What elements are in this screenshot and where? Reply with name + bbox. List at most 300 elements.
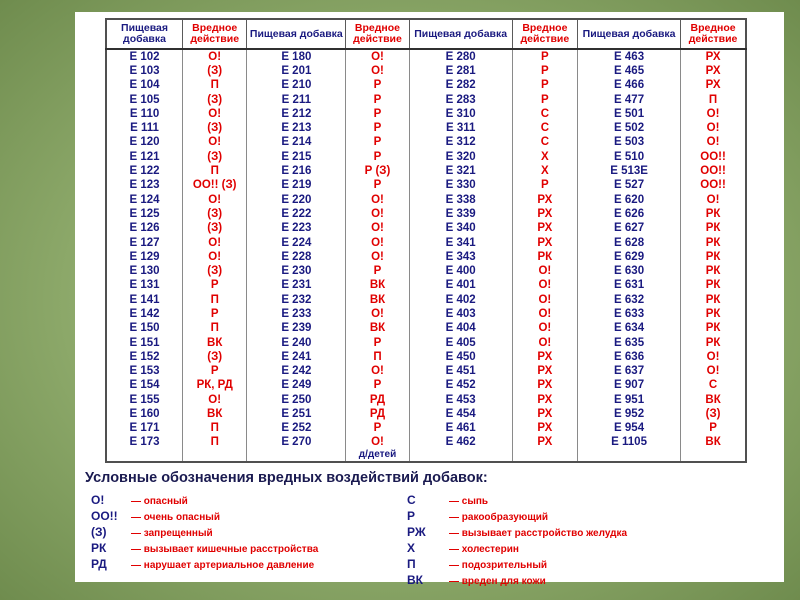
additive-code-cell: Е 223 bbox=[247, 222, 346, 236]
additive-code-cell: Е 228 bbox=[247, 250, 346, 264]
table-row bbox=[106, 322, 746, 336]
table-row bbox=[106, 136, 746, 150]
harm-cell: РХ bbox=[512, 236, 577, 250]
harm-cell: Х bbox=[512, 150, 577, 164]
harm-value: О! bbox=[371, 436, 384, 449]
additive-code-cell: Е 461 bbox=[409, 422, 512, 436]
harm-cell: П bbox=[183, 293, 247, 307]
additive-code-cell: Е 311 bbox=[409, 121, 512, 135]
additive-code-cell: Е 242 bbox=[247, 365, 346, 379]
additive-code-cell: Е 502 bbox=[578, 121, 681, 135]
additive-code-cell: Е 152 bbox=[106, 350, 183, 364]
additive-code-cell: Е 453 bbox=[409, 393, 512, 407]
additive-code-cell: Е 340 bbox=[409, 222, 512, 236]
additive-code-cell: Е 173 bbox=[106, 436, 183, 462]
harm-cell: (З) bbox=[183, 350, 247, 364]
harm-cell: РХ bbox=[512, 222, 577, 236]
legend-title: Условные обозначения вредных воздействий добавок: bbox=[85, 470, 488, 486]
additive-code-cell: Е 216 bbox=[247, 164, 346, 178]
additive-code-cell: Е 310 bbox=[409, 107, 512, 121]
additive-code-cell: Е 339 bbox=[409, 207, 512, 221]
table-row bbox=[106, 222, 746, 236]
additive-code-cell: Е 240 bbox=[247, 336, 346, 350]
additive-code-cell: Е 1105 bbox=[578, 436, 681, 462]
harm-cell: О! bbox=[512, 336, 577, 350]
harm-cell: П bbox=[183, 79, 247, 93]
additive-code-cell: Е 231 bbox=[247, 279, 346, 293]
harm-cell: (З) bbox=[183, 64, 247, 78]
harm-cell: О! bbox=[183, 107, 247, 121]
additive-code-cell: Е 626 bbox=[578, 207, 681, 221]
harm-cell: Р bbox=[681, 422, 746, 436]
harm-cell: ВК bbox=[346, 279, 409, 293]
additive-code-cell: Е 120 bbox=[106, 136, 183, 150]
additive-code-cell: Е 627 bbox=[578, 222, 681, 236]
legend-description: — подозрительный bbox=[449, 560, 548, 571]
table-row bbox=[106, 49, 746, 64]
harm-cell: (З) bbox=[183, 121, 247, 135]
additive-code-cell: Е 211 bbox=[247, 93, 346, 107]
additive-code-cell: Е 628 bbox=[578, 236, 681, 250]
harm-cell: РХ bbox=[512, 207, 577, 221]
additive-code-cell: Е 130 bbox=[106, 264, 183, 278]
harm-cell: П bbox=[183, 164, 247, 178]
additive-code-cell: Е 121 bbox=[106, 150, 183, 164]
harm-cell: Р bbox=[346, 79, 409, 93]
legend-code: ОО!! bbox=[91, 509, 118, 523]
harm-cell: О! bbox=[512, 279, 577, 293]
harm-cell: Р bbox=[346, 121, 409, 135]
harm-cell: Р bbox=[346, 136, 409, 150]
additive-code-cell: Е 103 bbox=[106, 64, 183, 78]
harm-cell: О! bbox=[183, 393, 247, 407]
harm-cell: ВК bbox=[183, 407, 247, 421]
additive-code-cell: Е 280 bbox=[409, 49, 512, 64]
harm-cell: (З) bbox=[681, 407, 746, 421]
harm-cell: Р bbox=[183, 279, 247, 293]
additive-code-cell: Е 450 bbox=[409, 350, 512, 364]
table-row bbox=[106, 179, 746, 193]
harm-cell: РХ bbox=[512, 379, 577, 393]
legend-code: РД bbox=[91, 557, 107, 571]
additive-code-cell: Е 219 bbox=[247, 179, 346, 193]
legend-description: — нарушает артериальное давление bbox=[131, 560, 315, 571]
additive-code-cell: Е 155 bbox=[106, 393, 183, 407]
legend-item bbox=[407, 492, 627, 508]
harm-cell: Р bbox=[346, 107, 409, 121]
harm-cell: РХ bbox=[681, 79, 746, 93]
harm-cell: П bbox=[346, 350, 409, 364]
harm-cell: Р bbox=[346, 336, 409, 350]
harm-cell: О! bbox=[512, 322, 577, 336]
additive-code-cell: Е 330 bbox=[409, 179, 512, 193]
harm-cell: РК bbox=[681, 279, 746, 293]
header-additive-4: Пищевая добавка bbox=[578, 19, 681, 49]
harm-cell: С bbox=[512, 121, 577, 135]
additive-code-cell: Е 343 bbox=[409, 250, 512, 264]
table-row bbox=[106, 264, 746, 278]
legend-left-column bbox=[91, 492, 318, 572]
harm-cell: П bbox=[183, 322, 247, 336]
table-row bbox=[106, 93, 746, 107]
additive-code-cell: Е 222 bbox=[247, 207, 346, 221]
additive-code-cell: Е 952 bbox=[578, 407, 681, 421]
table-row bbox=[106, 407, 746, 421]
table-row bbox=[106, 79, 746, 93]
table-row bbox=[106, 64, 746, 78]
harm-cell: О! bbox=[346, 64, 409, 78]
additive-code-cell: Е 501 bbox=[578, 107, 681, 121]
additive-code-cell: Е 635 bbox=[578, 336, 681, 350]
harm-cell: РХ bbox=[512, 350, 577, 364]
harm-cell: РХ bbox=[512, 365, 577, 379]
table-row bbox=[106, 307, 746, 321]
harm-cell: Р bbox=[346, 150, 409, 164]
additive-code-cell: Е 907 bbox=[578, 379, 681, 393]
additive-code-cell: Е 527 bbox=[578, 179, 681, 193]
harm-cell: Р bbox=[512, 64, 577, 78]
additive-code-cell: Е 404 bbox=[409, 322, 512, 336]
additive-code-cell: Е 405 bbox=[409, 336, 512, 350]
additive-code-cell: Е 239 bbox=[247, 322, 346, 336]
table-row bbox=[106, 107, 746, 121]
additive-code-cell: Е 634 bbox=[578, 322, 681, 336]
additive-code-cell: Е 320 bbox=[409, 150, 512, 164]
harm-cell: С bbox=[512, 136, 577, 150]
harm-cell: РК bbox=[681, 293, 746, 307]
harm-cell: (З) bbox=[183, 207, 247, 221]
legend-description: — вызывает расстройство желудка bbox=[449, 528, 628, 539]
additive-code-cell: Е 153 bbox=[106, 365, 183, 379]
additive-code-cell: Е 220 bbox=[247, 193, 346, 207]
additive-code-cell: Е 126 bbox=[106, 222, 183, 236]
harm-cell: РК bbox=[681, 322, 746, 336]
table-row bbox=[106, 193, 746, 207]
additive-code-cell: Е 215 bbox=[247, 150, 346, 164]
additive-code-cell: Е 210 bbox=[247, 79, 346, 93]
harm-cell: (З) bbox=[183, 150, 247, 164]
table-row bbox=[106, 393, 746, 407]
harm-cell: РХ bbox=[512, 393, 577, 407]
additive-code-cell: Е 629 bbox=[578, 250, 681, 264]
additive-code-cell: Е 154 bbox=[106, 379, 183, 393]
harm-cell: РХ bbox=[512, 193, 577, 207]
harm-cell: Р bbox=[512, 93, 577, 107]
table-row bbox=[106, 207, 746, 221]
additive-code-cell: Е 312 bbox=[409, 136, 512, 150]
legend-description: — ракообразующий bbox=[449, 512, 549, 523]
additive-code-cell: Е 282 bbox=[409, 79, 512, 93]
table-row bbox=[106, 365, 746, 379]
harm-cell: О! bbox=[512, 293, 577, 307]
additive-code-cell: Е 954 bbox=[578, 422, 681, 436]
additive-code-cell: Е 251 bbox=[247, 407, 346, 421]
harm-cell: ВК bbox=[346, 293, 409, 307]
table-row bbox=[106, 150, 746, 164]
additive-code-cell: Е 462 bbox=[409, 436, 512, 462]
harm-cell: О! bbox=[346, 207, 409, 221]
legend-code: (З) bbox=[91, 525, 107, 539]
harm-cell: РК bbox=[681, 236, 746, 250]
harm-cell: О! bbox=[681, 193, 746, 207]
harm-cell: Р bbox=[346, 93, 409, 107]
table-body bbox=[106, 49, 746, 462]
additives-table bbox=[105, 18, 747, 463]
harm-cell bbox=[346, 436, 409, 462]
additive-code-cell: Е 951 bbox=[578, 393, 681, 407]
additive-code-cell: Е 150 bbox=[106, 322, 183, 336]
additive-code-cell: Е 454 bbox=[409, 407, 512, 421]
legend-item bbox=[407, 556, 627, 572]
additive-code-cell: Е 105 bbox=[106, 93, 183, 107]
additive-code-cell: Е 131 bbox=[106, 279, 183, 293]
legend-item bbox=[91, 492, 318, 508]
table-row bbox=[106, 250, 746, 264]
additive-code-cell: Е 214 bbox=[247, 136, 346, 150]
harm-cell: О! bbox=[346, 193, 409, 207]
legend-description: — опасный bbox=[131, 496, 188, 507]
legend-code: С bbox=[407, 493, 416, 507]
additive-code-cell: Е 201 bbox=[247, 64, 346, 78]
harm-cell: ВК bbox=[681, 393, 746, 407]
harm-cell: Р (З) bbox=[346, 164, 409, 178]
additive-code-cell: Е 451 bbox=[409, 365, 512, 379]
additive-code-cell: Е 241 bbox=[247, 350, 346, 364]
legend-code: П bbox=[407, 557, 416, 571]
additive-code-cell: Е 513Е bbox=[578, 164, 681, 178]
harm-cell: Р bbox=[512, 179, 577, 193]
legend-description: — вызывает кишечные расстройства bbox=[131, 544, 319, 555]
table-row bbox=[106, 279, 746, 293]
legend-item bbox=[91, 508, 318, 524]
harm-cell: Р bbox=[512, 79, 577, 93]
harm-cell: РХ bbox=[512, 407, 577, 421]
additive-code-cell: Е 104 bbox=[106, 79, 183, 93]
harm-cell: О! bbox=[183, 250, 247, 264]
additive-code-cell: Е 123 bbox=[106, 179, 183, 193]
additive-code-cell: Е 142 bbox=[106, 307, 183, 321]
additive-code-cell: Е 122 bbox=[106, 164, 183, 178]
additive-code-cell: Е 321 bbox=[409, 164, 512, 178]
legend-item bbox=[407, 524, 627, 540]
table-header-row bbox=[106, 19, 746, 49]
harm-cell: О! bbox=[346, 365, 409, 379]
table-row bbox=[106, 379, 746, 393]
harm-cell: П bbox=[183, 436, 247, 462]
table-row bbox=[106, 293, 746, 307]
table-row bbox=[106, 121, 746, 135]
table-row bbox=[106, 436, 746, 462]
header-harm-1: Вредное действие bbox=[183, 19, 247, 49]
legend-right-column bbox=[407, 492, 627, 588]
additive-code-cell: Е 630 bbox=[578, 264, 681, 278]
additive-code-cell: Е 463 bbox=[578, 49, 681, 64]
harm-cell: (З) bbox=[183, 264, 247, 278]
legend-description: — очень опасный bbox=[131, 512, 220, 523]
harm-cell: РК bbox=[681, 207, 746, 221]
harm-cell: О! bbox=[681, 121, 746, 135]
additive-code-cell: Е 637 bbox=[578, 365, 681, 379]
harm-cell: (З) bbox=[183, 222, 247, 236]
additive-code-cell: Е 102 bbox=[106, 49, 183, 64]
harm-cell: О! bbox=[346, 307, 409, 321]
additive-code-cell: Е 631 bbox=[578, 279, 681, 293]
harm-cell: Р bbox=[346, 179, 409, 193]
additive-code-cell: Е 632 bbox=[578, 293, 681, 307]
additive-code-cell: Е 213 bbox=[247, 121, 346, 135]
additive-code-cell: Е 124 bbox=[106, 193, 183, 207]
harm-cell: О! bbox=[681, 136, 746, 150]
harm-cell: О! bbox=[512, 307, 577, 321]
harm-cell: Р bbox=[183, 307, 247, 321]
harm-cell: ВК bbox=[681, 436, 746, 462]
additive-code-cell: Е 171 bbox=[106, 422, 183, 436]
additive-code-cell: Е 452 bbox=[409, 379, 512, 393]
harm-cell: О! bbox=[346, 236, 409, 250]
table-row bbox=[106, 422, 746, 436]
additive-code-cell: Е 160 bbox=[106, 407, 183, 421]
legend-description: — холестерин bbox=[449, 544, 519, 555]
harm-cell: О! bbox=[183, 49, 247, 64]
header-additive-1: Пищевая добавка bbox=[106, 19, 183, 49]
harm-cell: РХ bbox=[512, 436, 577, 462]
additive-code-cell: Е 281 bbox=[409, 64, 512, 78]
harm-cell: О! bbox=[681, 365, 746, 379]
harm-cell: РК bbox=[681, 250, 746, 264]
harm-cell: Р bbox=[346, 379, 409, 393]
harm-cell: ВК bbox=[346, 322, 409, 336]
harm-cell: С bbox=[512, 107, 577, 121]
header-additive-3: Пищевая добавка bbox=[409, 19, 512, 49]
additive-code-cell: Е 224 bbox=[247, 236, 346, 250]
harm-cell: ОО!! (З) bbox=[183, 179, 247, 193]
additive-code-cell: Е 110 bbox=[106, 107, 183, 121]
legend-item bbox=[91, 556, 318, 572]
harm-cell: О! bbox=[346, 49, 409, 64]
additive-code-cell: Е 233 bbox=[247, 307, 346, 321]
additive-code-cell: Е 249 bbox=[247, 379, 346, 393]
additive-code-cell: Е 338 bbox=[409, 193, 512, 207]
harm-cell: П bbox=[681, 93, 746, 107]
legend-code: ВК bbox=[407, 573, 423, 587]
harm-cell: О! bbox=[681, 107, 746, 121]
additive-code-cell: Е 283 bbox=[409, 93, 512, 107]
additive-code-cell: Е 401 bbox=[409, 279, 512, 293]
harm-cell: О! bbox=[183, 136, 247, 150]
harm-cell: РК bbox=[681, 264, 746, 278]
harm-cell: РД bbox=[346, 407, 409, 421]
additive-code-cell: Е 402 bbox=[409, 293, 512, 307]
header-additive-2: Пищевая добавка bbox=[247, 19, 346, 49]
legend-item bbox=[91, 540, 318, 556]
additive-code-cell: Е 466 bbox=[578, 79, 681, 93]
additive-code-cell: Е 341 bbox=[409, 236, 512, 250]
legend-code: РК bbox=[91, 541, 107, 555]
harm-cell: О! bbox=[346, 250, 409, 264]
legend-item bbox=[407, 540, 627, 556]
additive-code-cell: Е 125 bbox=[106, 207, 183, 221]
additive-code-cell: Е 151 bbox=[106, 336, 183, 350]
harm-cell: С bbox=[681, 379, 746, 393]
harm-cell: О! bbox=[681, 350, 746, 364]
legend-item bbox=[407, 572, 627, 588]
additive-code-cell: Е 129 bbox=[106, 250, 183, 264]
additive-code-cell: Е 620 bbox=[578, 193, 681, 207]
additive-code-cell: Е 111 bbox=[106, 121, 183, 135]
harm-cell: (З) bbox=[183, 93, 247, 107]
additive-code-cell: Е 633 bbox=[578, 307, 681, 321]
harm-cell: ОО!! bbox=[681, 150, 746, 164]
harm-cell: Х bbox=[512, 164, 577, 178]
harm-cell: РД bbox=[346, 393, 409, 407]
harm-cell: О! bbox=[183, 193, 247, 207]
harm-cell: РК bbox=[681, 307, 746, 321]
table-row bbox=[106, 350, 746, 364]
harm-cell: РК, РД bbox=[183, 379, 247, 393]
harm-cell: О! bbox=[183, 236, 247, 250]
children-note: д/детей bbox=[358, 449, 397, 461]
table-row bbox=[106, 164, 746, 178]
legend-description: — запрещенный bbox=[131, 528, 213, 539]
header-harm-2: Вредное действие bbox=[346, 19, 409, 49]
harm-cell: Р bbox=[346, 422, 409, 436]
harm-cell: ОО!! bbox=[681, 179, 746, 193]
header-harm-3: Вредное действие bbox=[512, 19, 577, 49]
additive-code-cell: Е 465 bbox=[578, 64, 681, 78]
harm-cell: РХ bbox=[681, 64, 746, 78]
harm-cell: РХ bbox=[512, 422, 577, 436]
harm-cell: РК bbox=[512, 250, 577, 264]
additive-code-cell: Е 127 bbox=[106, 236, 183, 250]
harm-cell: О! bbox=[512, 264, 577, 278]
additive-code-cell: Е 252 bbox=[247, 422, 346, 436]
additive-code-cell: Е 232 bbox=[247, 293, 346, 307]
additive-code-cell: Е 503 bbox=[578, 136, 681, 150]
additive-code-cell: Е 270 bbox=[247, 436, 346, 462]
document-sheet bbox=[75, 12, 784, 587]
additive-code-cell: Е 141 bbox=[106, 293, 183, 307]
legend-code: РЖ bbox=[407, 525, 426, 539]
harm-cell: Р bbox=[346, 264, 409, 278]
table-row bbox=[106, 236, 746, 250]
legend-code: Х bbox=[407, 541, 416, 555]
additive-code-cell: Е 250 bbox=[247, 393, 346, 407]
header-harm-4: Вредное действие bbox=[681, 19, 746, 49]
legend-item bbox=[91, 524, 318, 540]
legend-item bbox=[407, 508, 627, 524]
harm-cell: Р bbox=[512, 49, 577, 64]
additive-code-cell: Е 477 bbox=[578, 93, 681, 107]
additive-code-cell: Е 636 bbox=[578, 350, 681, 364]
legend-description: — вреден для кожи bbox=[449, 576, 546, 587]
harm-cell: Р bbox=[183, 365, 247, 379]
additive-code-cell: Е 180 bbox=[247, 49, 346, 64]
additive-code-cell: Е 403 bbox=[409, 307, 512, 321]
harm-cell: ВК bbox=[183, 336, 247, 350]
additive-code-cell: Е 230 bbox=[247, 264, 346, 278]
harm-cell: РХ bbox=[681, 49, 746, 64]
harm-cell: П bbox=[183, 422, 247, 436]
additive-code-cell: Е 212 bbox=[247, 107, 346, 121]
legend-code: Р bbox=[407, 509, 416, 523]
harm-cell: РК bbox=[681, 336, 746, 350]
harm-cell: О! bbox=[346, 222, 409, 236]
legend-code: О! bbox=[91, 493, 105, 507]
harm-cell: ОО!! bbox=[681, 164, 746, 178]
additive-code-cell: Е 400 bbox=[409, 264, 512, 278]
legend-description: — сыпь bbox=[449, 496, 489, 507]
additive-code-cell: Е 510 bbox=[578, 150, 681, 164]
